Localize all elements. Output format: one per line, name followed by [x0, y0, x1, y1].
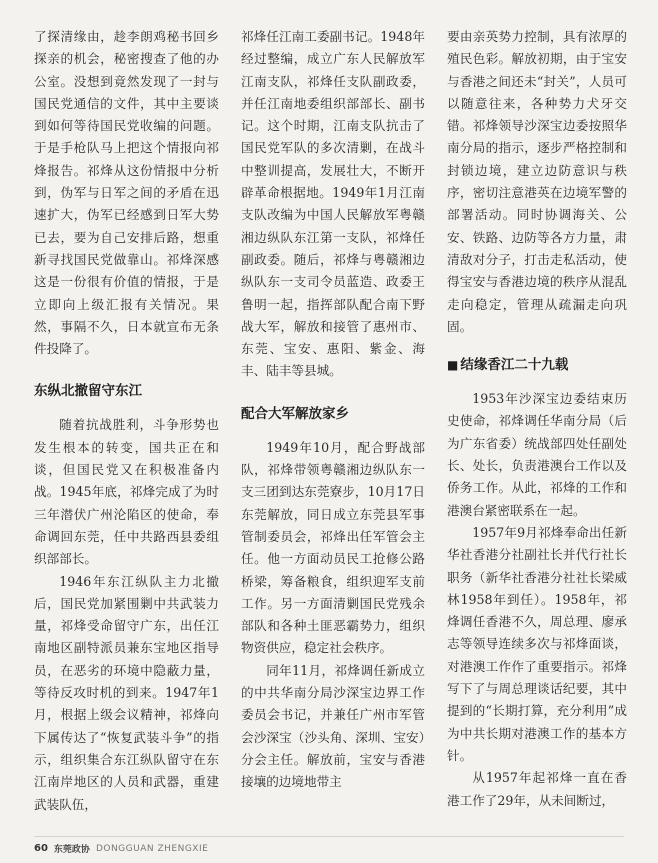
paragraph: 1953年沙深宝边委结束历史使命，祁烽调任华南分局（后为广东省委）统战部四处任副处长、处长，负责港澳台工作以及侨务工作。从此，祁烽的工作和港澳台紧密联系在一起。 [447, 391, 627, 518]
paragraph: 祁烽任江南工委副书记。1948年经过整编，成立广东人民解放军江南支队，祁烽任支队副政委，并任江南地委组织部部长、副书记。这个时期，江南支队抗击了国民党军队的多次清剿，在战斗中整训提高，发展壮大，不断开辟革命根据地。1949年1月江南支队改编为中国人民解放军粤赣湘边纵队东江第一支队，祁烽任副政委。随后，祁烽与粤赣湘边纵队东一支司令员蓝造、政委王鲁明一起，指挥部队配合南下野战大军，解放和接管了惠州市、东莞、宝安、惠阳、紫金、海丰、陆丰等县城。 [241, 29, 425, 379]
paragraph: 1946年东江纵队主力北撤后，国民党加紧围剿中共武装力量，祁烽受命留守广东，出任江南地区副特派员兼东宝地区指导员，在恶劣的环境中隐蔽力量，等待反攻时机的到来。1947年1月，根据上级会议精神，祁烽向下属传达了“恢复武装斗争”的指示，组织集合东江纵队留守在东江南岸地区的人员和武器，重建武装队伍， [34, 573, 219, 812]
paragraph: 从1957年起祁烽一直在香港工作了29年，从未间断过， [447, 770, 627, 808]
text-column-3 [447, 26, 627, 812]
square-bullet-icon: ■ [447, 358, 459, 373]
paragraph: 要由亲英势力控制，具有浓厚的殖民色彩。解放初期，由于宝安与香港之间还未“封关”，人员可以随意往来，各种势力犬牙交错。祁烽领导沙深宝边委按照华南分局的指示，逐步严格控制和封锁边境，建立边防意识与秩序，密切注意港英在边境军警的部署活动。同时协调海关、公安、铁路、边防等各方力量，肃清敌对分子，打击走私活动，使得宝安与香港边境的秩序从混乱走向稳定，管理从疏漏走向巩固。 [447, 29, 627, 334]
page-footer [34, 842, 208, 855]
section-heading: 配合大军解放家乡 [241, 405, 349, 422]
text-column-1 [34, 26, 219, 816]
paragraph: 同年11月，祁烽调任新成立的中共华南分局沙深宝边界工作委员会书记，并兼任广州市军管会沙深宝（沙头角、深圳、宝安）分会主任。解放前，宝安与香港接壤的边境地带主 [241, 662, 425, 790]
paragraph: 随着抗战胜利，斗争形势也发生根本的转变，国共正在和谈，但国民党又在积极准备内战。1945年底，祁烽完成了为时三年潜伏广州沦陷区的使命，奉命调回东莞，任中共路西县委组织部部长。 [34, 417, 219, 567]
footer-divider [34, 836, 624, 837]
paragraph: 了探清缘由，趁李朗鸡秘书回乡探亲的机会，秘密搜查了他的办公室。没想到竟然发现了一封与国民党通信的文件，其中主要谈到如何等待国民党收编的问题。于是手枪队马上把这个情报向祁烽报告。祁烽从这份情报中分析到，伪军与日军之间的矛盾在迅速扩大，伪军已经感到日军大势已去，要为自己安排后路，想重新寻找国民党做靠山。祁烽深感这是一份很有价值的情报，于是立即向上级汇报有关情况。果然，事隔不久，日本就宣布无条件投降了。 [34, 29, 219, 357]
magazine-name-en: DONGGUAN ZHENGXIE [95, 843, 209, 854]
section-heading: 东纵北撤留守东江 [34, 383, 142, 400]
text-column-2 [241, 26, 425, 794]
section-heading: 结缘香江二十九载 [460, 357, 569, 374]
section-heading-container [447, 354, 627, 376]
paragraph: 1957年9月祁烽奉命出任新华社香港分社副社长并代行社长职务（新华社香港分社社长梁威林1958年到任）。1958年，祁烽调任香港不久，周总理、廖承志等领导连续多次与祁烽面谈，对港澳工作作了重要指示。祁烽写下了与周总理谈话纪要，其中提到的“长期打算，充分利用”成为中共长期对港澳工作的基本方针。 [447, 524, 627, 763]
magazine-name: 东莞政协 [53, 845, 90, 855]
paragraph: 1949年10月，配合野战部队，祁烽带领粤赣湘边纵队东一支三团到达东莞寮步，10月17日东莞解放，同日成立东莞县军事管制委员会，祁烽出任军管会主任。他一方面动员民工抢修公路桥梁，筹备粮食，组织迎军支前工作。另一方面清剿国民党残余部队和各种土匪恶霸势力，组织物资供应，稳定社会秩序。 [241, 439, 425, 656]
page-number: 60 [34, 843, 48, 854]
